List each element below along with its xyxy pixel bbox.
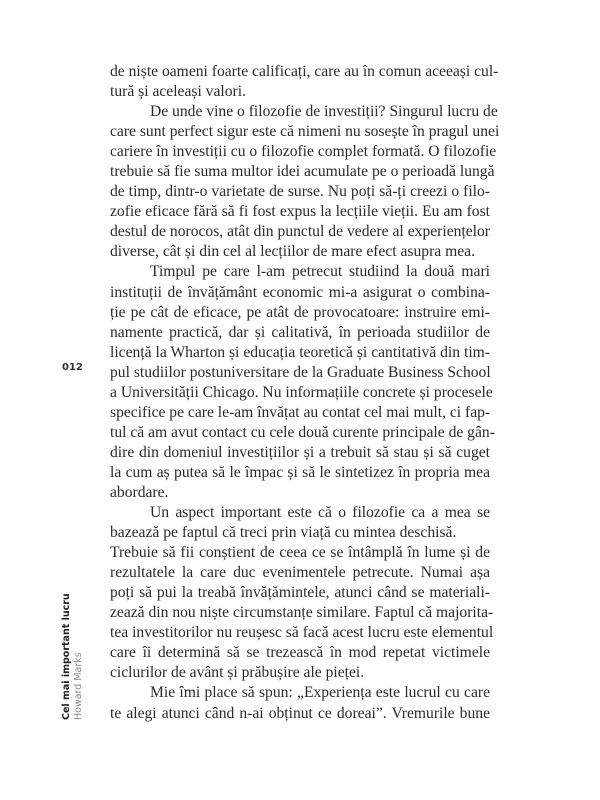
text-line: poți să pui la treabă învățămintele, atunci când se materiali- (110, 584, 490, 602)
text-line: tură și aceleași valori. (110, 83, 246, 101)
text-line: rezultatele la care duc evenimentele petrecute. Numai așa (110, 564, 490, 582)
book-author: Howard Marks (73, 652, 84, 720)
text-line: care îi determină să se trezească în mod repetat victimele (110, 644, 490, 662)
text-line: Un aspect important este că o filozofie ca a mea se (150, 504, 490, 522)
text-line: a Universității Chicago. Nu informațiile concrete și procesele (110, 383, 493, 401)
text-line: Trebuie să fii conștient de ceea ce se întâmplă în lume și de (110, 544, 490, 562)
text-line: namente practică, dar și calitativă, în perioada studiilor de (110, 323, 490, 341)
text-line: ție pe cât de eficace, pe atât de provocatoare: instruire emi- (110, 303, 490, 321)
text-line: de niște oameni foarte calificați, care au în comun aceeași cul- (110, 63, 499, 80)
book-title: Cel mai important lucru (61, 593, 72, 720)
page-number: 012 (62, 362, 83, 373)
text-line: instituții de învățământ economic mi-a asigurat o combina- (110, 283, 490, 301)
text-line: diverse, cât și din cel al lecțiilor de mare efect asupra mea. (110, 243, 475, 261)
text-line: de timp, dintr-o varietate de surse. Nu poți să-ți creezi o filo- (110, 183, 490, 201)
text-line: dire din domeniul investițiilor și a trebuit să stau și să cuget (110, 443, 490, 461)
text-line: licență la Wharton și educația teoretică și cantitativă din tim- (110, 343, 490, 361)
text-line: pul studiilor postuniversitare de la Graduate Business School (110, 363, 491, 381)
text-line: abordare. (110, 483, 169, 501)
text-line: tea investitorilor nu reușesc să facă acest lucru este elementul (110, 624, 494, 642)
text-line: la cum aș putea să le împac și să le sintetizez în propria mea (110, 463, 490, 481)
text-line: bazează pe faptul că treci prin viață cu mintea deschisă. (110, 524, 457, 542)
text-line: destul de norocos, atât din punctul de vedere al experiențelor (110, 223, 490, 241)
text-line: care sunt perfect sigur este că nimeni nu sosește în pragul unei (110, 123, 500, 141)
text-line: zează din nou niște circumstanțe similare. Faptul că majorita- (110, 604, 494, 622)
text-line: ciclurilor de avânt și prăbușire ale pieței. (110, 664, 365, 682)
text-line: trebuie să fie suma multor idei acumulate pe o perioadă lungă (110, 163, 495, 181)
text-line: tul că am avut contact cu cele două curente principale de gân- (110, 423, 495, 441)
text-line: zofie eficace fără să fi fost expus la lecțiile vieții. Eu am fost (110, 203, 490, 221)
text-line: cariere în investiții cu o filozofie complet formată. O filozofie (110, 143, 497, 161)
body-text (110, 62, 500, 724)
text-line: De unde vine o filozofie de investiții? Singurul lucru de (150, 103, 498, 121)
text-line: Mie îmi place să spun: „Experiența este lucrul cu care (150, 684, 490, 702)
text-line: Timpul pe care l-am petrecut studiind la două mari (150, 263, 490, 281)
text-line: te alegi atunci când n-ai obținut ce doreai”. Vremurile bune (110, 704, 490, 722)
text-line: specifice pe care le-am învățat au contat cel mai mult, ci fap- (110, 403, 491, 421)
running-head (61, 593, 85, 720)
